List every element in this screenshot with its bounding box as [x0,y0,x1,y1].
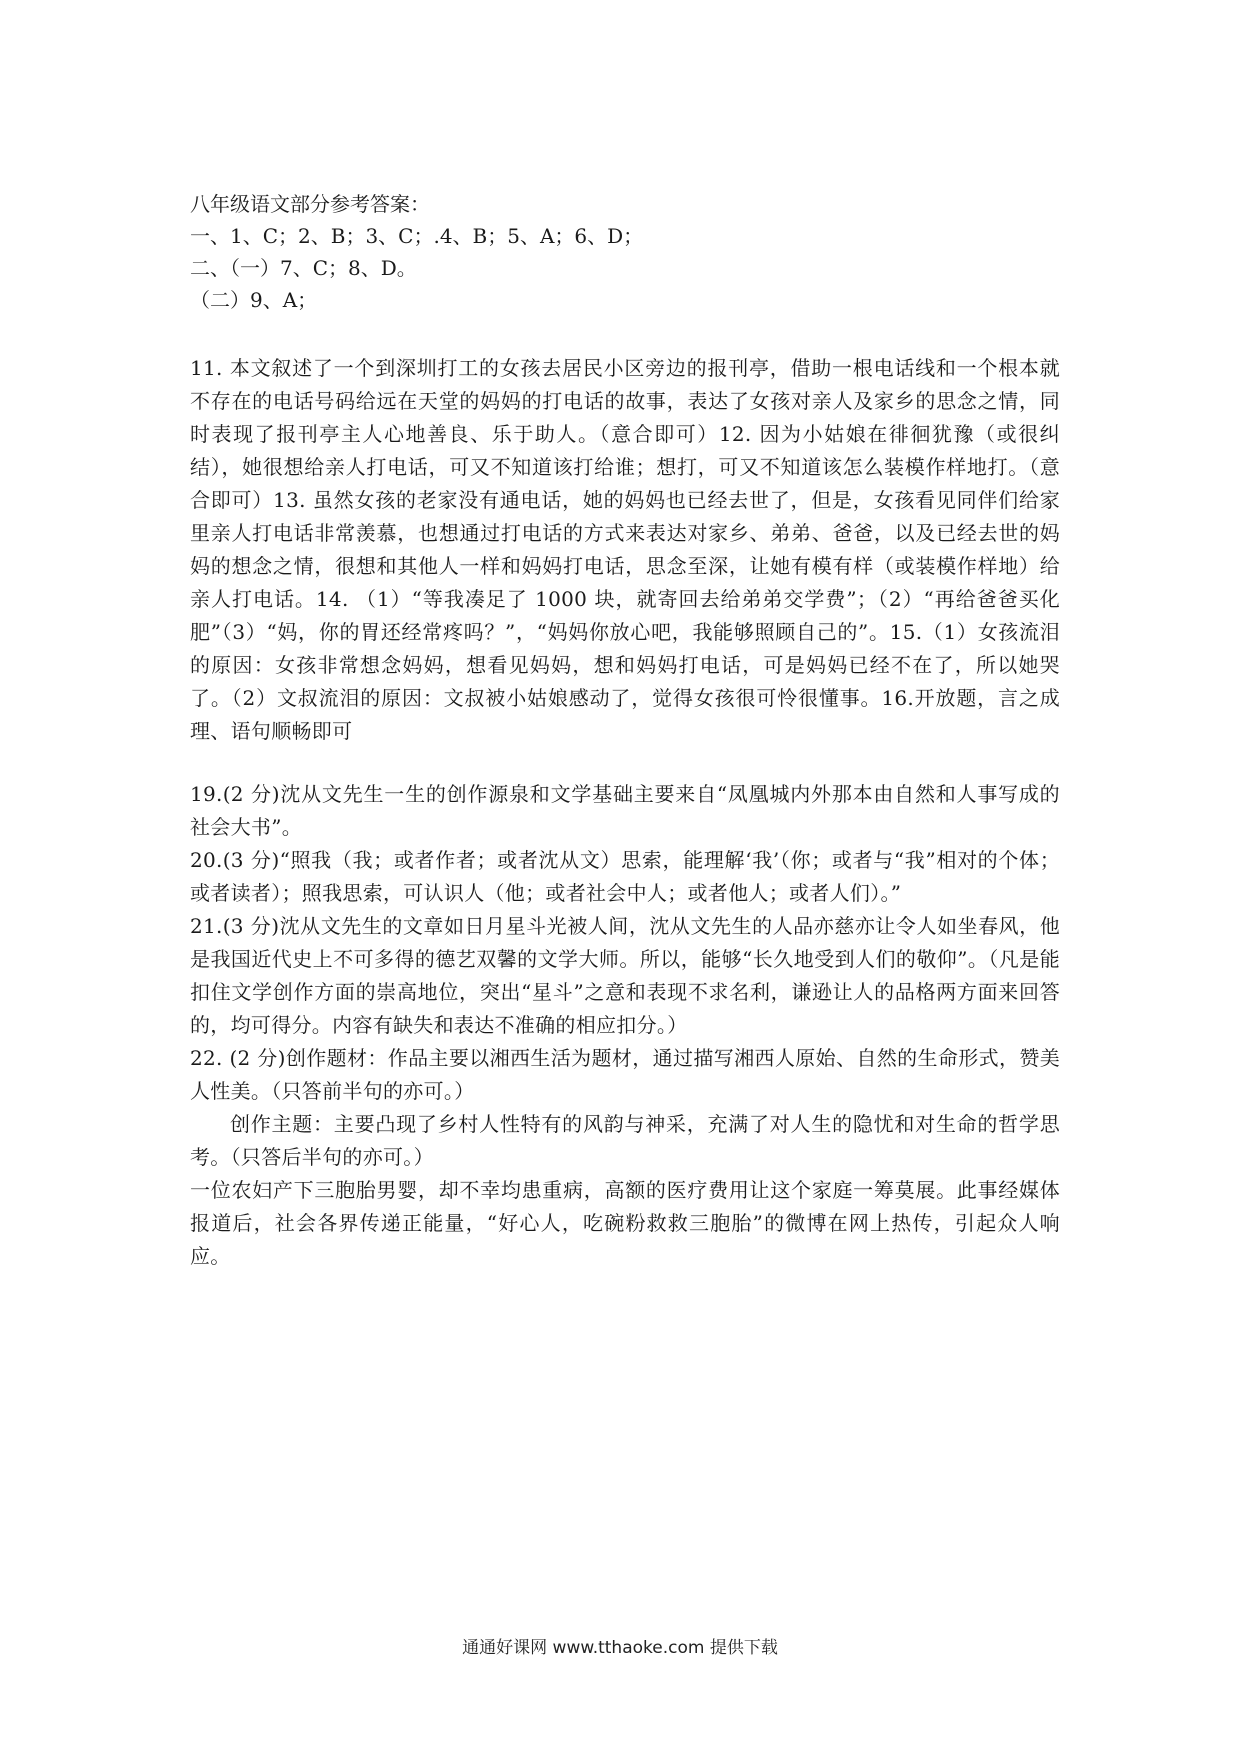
multiple-choice-part-1: 一、1、C；2、B；3、C；.4、B；5、A；6、D； [190,224,644,248]
document-body [190,188,1060,1273]
answers-11-to-16: 11. 本文叙述了一个到深圳打工的女孩去居民小区旁边的报刊亭，借助一根电话线和一个根本就不存在的电话号码给远在天堂的妈妈的打电话的故事，表达了女孩对亲人及家乡的思念之情，同时表现了报刊亭主人心地善良、乐于助人。（意合即可）12. 因为小姑娘在徘徊犹豫（或很纠结），她很想给亲人打电话，可又不知道该打给谁；想打，可又不知道该怎么装模作样地打。（意合即可）13. 虽然女孩的老家没有通电话，她的妈妈也已经去世了，但是，女孩看见同伴们给家里亲人打电话非常羡慕，也想通过打电话的方式来表达对家乡、弟弟、爸爸，以及已经去世的妈妈的想念之情，很想和其他人一样和妈妈打电话，思念至深，让她有模有样（或装模作样地）给亲人打电话。14. （1）“等我凑足了 1000 块，就寄回去给弟弟交学费”；（2）“再给爸爸买化肥”（3）“妈，你的胃还经常疼吗？”，“妈妈你放心吧，我能够照顾自己的”。15.（1）女孩流泪的原因：女孩非常想念妈妈，想看见妈妈，想和妈妈打电话，可是妈妈已经不在了，所以她哭了。（2）文叔流泪的原因：文叔被小姑娘感动了，觉得女孩很可怜很懂事。16.开放题，言之成理、语句顺畅即可 [190,356,1060,743]
answer-19: 19.(2 分)沈从文先生一生的创作源泉和文学基础主要来自“凤凰城内外那本由自然和人事写成的社会大书”。 [190,782,1060,839]
answer-heading: 八年级语文部分参考答案： [190,192,430,216]
closing-paragraph: 一位农妇产下三胞胎男婴，却不幸均患重病，高额的医疗费用让这个家庭一筹莫展。此事经媒体报道后，社会各界传递正能量，“好心人，吃碗粉救救三胞胎”的微博在网上热传，引起众人响应。 [190,1178,1060,1268]
footer-credit: 通通好课网 www.tthaoke.com 提供下载 [462,1638,778,1658]
answer-22-subject: 22. (2 分)创作题材：作品主要以湘西生活为题材，通过描写湘西人原始、自然的生命形式，赞美人性美。（只答前半句的亦可。） [190,1046,1060,1103]
answer-21: 21.(3 分)沈从文先生的文章如日月星斗光被人间，沈从文先生的人品亦慈亦让令人如坐春风，他是我国近代史上不可多得的德艺双馨的文学大师。所以，能够“长久地受到人们的敬仰”。（凡是能扣住文学创作方面的崇高地位，突出“星斗”之意和表现不求名利，谦逊让人的品格两方面来回答的，均可得分。内容有缺失和表达不准确的相应扣分。） [190,914,1060,1037]
answer-20: 20.(3 分)“照我（我；或者作者；或者沈从文）思索，能理解‘我’（你；或者与“我”相对的个体；或者读者）；照我思索，可认识人（他；或者社会中人；或者他人；或者人们）。” [190,848,1060,905]
multiple-choice-part-3: （二）9、A； [190,288,318,312]
answer-22-theme: 创作主题：主要凸现了乡村人性特有的风韵与神采，充满了对人生的隐忧和对生命的哲学思考。（只答后半句的亦可。） [190,1112,1060,1169]
multiple-choice-part-2: 二、（一）7、C；8、D。 [190,256,417,280]
